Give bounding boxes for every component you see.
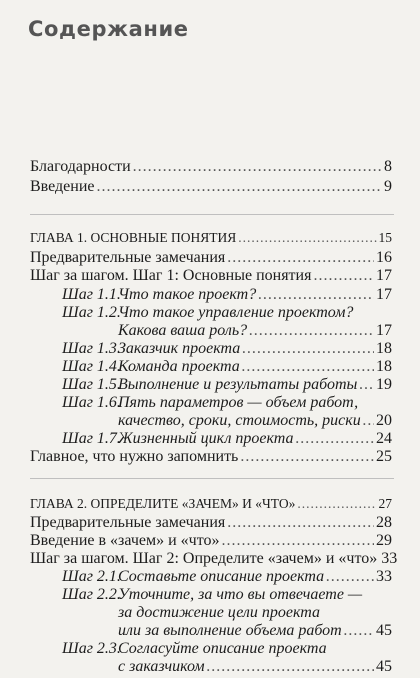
- entry-text: Шаг за шагом. Шаг 1: Основные понятия: [30, 267, 312, 284]
- entry-page: 25: [376, 448, 392, 465]
- dot-leader: [240, 448, 374, 466]
- substep-number: Шаг 2.1.: [62, 568, 121, 585]
- substep-line: Согласуйте описание проекта: [118, 640, 327, 657]
- substep-number: Шаг 1.3.: [62, 340, 121, 357]
- toc-entry-step-1: [30, 267, 392, 285]
- dot-leader: [97, 178, 383, 196]
- entry-text: Заказчик проекта: [118, 340, 241, 357]
- entry-text: Благодарности: [30, 158, 131, 175]
- substep-line: за достижение цели проекта: [118, 604, 321, 621]
- substep-line: Что такое управление проектом?: [118, 304, 354, 321]
- entry-text: Составьте описание проекта: [118, 568, 325, 585]
- substep-entry: [118, 286, 392, 304]
- toc-entry-intro-why-what: [30, 532, 392, 550]
- substep-entry: [118, 622, 392, 640]
- entry-page: 33: [381, 550, 398, 567]
- entry-page: 24: [376, 430, 392, 447]
- entry-page: 18: [376, 358, 392, 375]
- entry-page: 45: [376, 658, 392, 675]
- entry-page: 18: [376, 340, 392, 357]
- entry-text: [30, 660, 238, 678]
- dot-leader: [227, 514, 374, 532]
- dot-leader: [344, 622, 374, 640]
- entry-text: с заказчиком: [118, 658, 205, 675]
- chapter-2-heading: [30, 496, 392, 512]
- entry-text: Жизненный цикл проекта: [118, 430, 294, 447]
- substep-number: Шаг 2.2.: [62, 586, 121, 603]
- toc-entry-introduction: [30, 178, 392, 196]
- entry-page: 45: [376, 622, 392, 639]
- dot-leader: [238, 230, 376, 246]
- entry-page: 15: [378, 230, 392, 245]
- substep-number: Шаг 1.1.: [62, 286, 121, 303]
- entry-text: Какова ваша роль?: [118, 322, 248, 339]
- dot-leader: [326, 568, 374, 586]
- dot-leader: [133, 158, 382, 176]
- chapter-title: ГЛАВА 2. ОПРЕДЕЛИТЕ «ЗАЧЕМ» И «ЧТО»: [30, 496, 296, 511]
- substep-entry: [118, 358, 392, 376]
- dot-leader: [363, 412, 374, 430]
- dot-leader: [227, 249, 374, 267]
- toc-entry-preliminary: [30, 514, 392, 532]
- substep-number: Шаг 1.2.: [62, 304, 121, 321]
- entry-text: Введение в «зачем» и «что»: [30, 532, 220, 549]
- substep-line: Уточните, за что вы отвечаете —: [118, 586, 363, 603]
- dot-leader: [222, 532, 375, 550]
- dot-leader: [242, 340, 374, 358]
- dot-leader: [249, 322, 374, 340]
- entry-text: Выполнение и результаты работы: [118, 376, 358, 393]
- dot-leader: [242, 358, 374, 376]
- substep-entry: [118, 568, 392, 586]
- dot-leader: [296, 430, 374, 448]
- dot-leader: [359, 376, 374, 394]
- entry-page: 17: [376, 267, 392, 284]
- substep-number: Шаг 1.6.: [62, 394, 121, 411]
- entry-text: Предварительные замечания: [30, 514, 226, 531]
- page-title: Содержание: [28, 17, 189, 41]
- entry-text: Предварительные замечания: [30, 249, 226, 266]
- chapter-title: ГЛАВА 1. ОСНОВНЫЕ ПОНЯТИЯ: [30, 230, 237, 245]
- substep-number: Шаг 1.5.: [62, 376, 121, 393]
- dot-leader: [240, 660, 374, 678]
- substep-entry: [118, 430, 392, 448]
- toc-entry-summary: [30, 448, 392, 466]
- entry-page: 28: [376, 514, 392, 531]
- entry-page: 9: [384, 178, 392, 195]
- section-divider: [30, 478, 394, 479]
- entry-page: 29: [376, 532, 392, 549]
- entry-page: 8: [384, 158, 392, 175]
- entry-text: качество, сроки, стоимость, риски: [118, 412, 361, 429]
- entry-page: 33: [376, 568, 392, 585]
- substep-line: Пять параметров — объем работ,: [118, 394, 359, 411]
- substep-entry: [118, 412, 392, 430]
- substep-entry: [118, 322, 392, 340]
- entry-text: Шаг за шагом. Шаг 2: Определите «зачем» и «что»: [30, 550, 378, 567]
- section-divider: [30, 214, 394, 215]
- dot-leader: [258, 286, 374, 304]
- entry-page: 27: [378, 496, 392, 511]
- entry-text: Что такое проект?: [118, 286, 257, 303]
- substep-number: Шаг 2.3.: [62, 640, 121, 657]
- dot-leader: [297, 496, 376, 512]
- entry-text: Команда проекта: [118, 358, 240, 375]
- entry-text: Введение: [30, 178, 95, 195]
- substep-entry: [118, 340, 392, 358]
- chapter-1-heading: [30, 230, 392, 246]
- entry-page: 20: [376, 412, 392, 429]
- substep-entry: [118, 376, 392, 394]
- entry-page: 17: [376, 286, 392, 303]
- entry-page: 19: [376, 376, 392, 393]
- entry-text: или за выполнение объема работ: [118, 622, 342, 639]
- substep-number: Шаг 1.4.: [62, 358, 121, 375]
- dot-leader: [313, 267, 374, 285]
- entry-page: 16: [376, 249, 392, 266]
- toc-entry-preliminary: [30, 249, 392, 267]
- entry-page: 17: [376, 322, 392, 339]
- entry-text: Главное, что нужно запомнить: [30, 448, 239, 465]
- substep-number: Шаг 1.7.: [62, 430, 121, 447]
- entry-page: [376, 660, 392, 678]
- toc-entry-acknowledgements: [30, 158, 392, 176]
- toc-entry-step-2: [30, 550, 398, 568]
